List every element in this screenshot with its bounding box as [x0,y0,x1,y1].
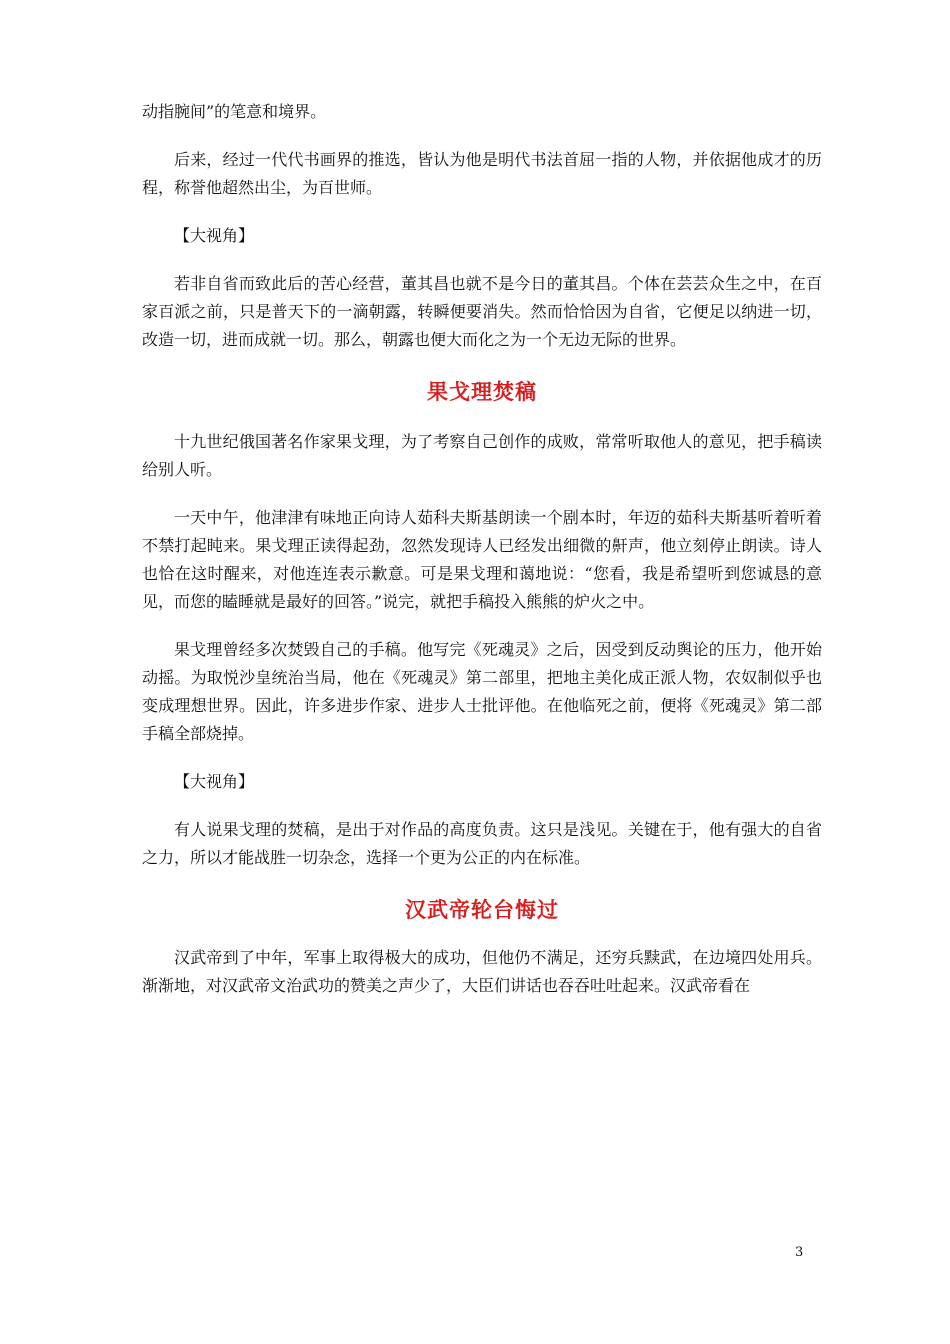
section-label-1: 【大视角】 [174,226,255,245]
paragraph-2: 后来，经过一代代书画界的推选，皆认为他是明代书法首屈一指的人物，并依据他成才的历程，称誉他超然出尘，为百世师。 [142,150,822,197]
heading-gogol: 果戈理焚稿 [427,379,537,404]
section-label-2: 【大视角】 [174,772,255,791]
document-body [142,98,822,1000]
paragraph-4: 十九世纪俄国著名作家果戈理，为了考察自己创作的成败，常常听取他人的意见，把手稿读给别人听。 [142,432,822,479]
paragraph-6: 果戈理曾经多次焚毁自己的手稿。他写完《死魂灵》之后，因受到反动舆论的压力，他开始动摇。为取悦沙皇统治当局，他在《死魂灵》第二部里，把地主美化成正派人物，农奴制似乎也变成理想世界。因此，许多进步作家、进步人士批评他。在他临死之前，便将《死魂灵》第二部手稿全部烧掉。 [142,640,822,743]
page-number: 3 [795,1245,804,1260]
paragraph-3: 若非自省而致此后的苦心经营，董其昌也就不是今日的董其昌。个体在芸芸众生之中，在百家百派之前，只是普天下的一滴朝露，转瞬便要消失。然而恰恰因为自省，它便足以纳进一切，改造一切，进而成就一切。那么，朝露也便大而化之为一个无边无际的世界。 [142,274,822,349]
paragraph-7: 有人说果戈理的焚稿，是出于对作品的高度负责。这只是浅见。关键在于，他有强大的自省之力，所以才能战胜一切杂念，选择一个更为公正的内在标准。 [142,820,822,867]
paragraph-5: 一天中午，他津津有味地正向诗人茹科夫斯基朗读一个剧本时，年迈的茹科夫斯基听着听着不禁打起盹来。果戈理正读得起劲，忽然发现诗人已经发出细微的鼾声，他立刻停止朗读。诗人也恰在这时醒来，对他连连表示歉意。可是果戈理和蔼地说：“您看，我是希望听到您诚恳的意见，而您的瞌睡就是最好的回答。”说完，就把手稿投入熊熊的炉火之中。 [142,508,822,611]
paragraph-8: 汉武帝到了中年，军事上取得极大的成功，但他仍不满足，还穷兵黩武，在边境四处用兵。渐渐地，对汉武帝文治武功的赞美之声少了，大臣们讲话也吞吞吐吐起来。汉武帝看在 [142,948,822,995]
paragraph-1: 动指腕间”的笔意和境界。 [142,102,327,121]
heading-han-wudi: 汉武帝轮台悔过 [405,897,559,922]
